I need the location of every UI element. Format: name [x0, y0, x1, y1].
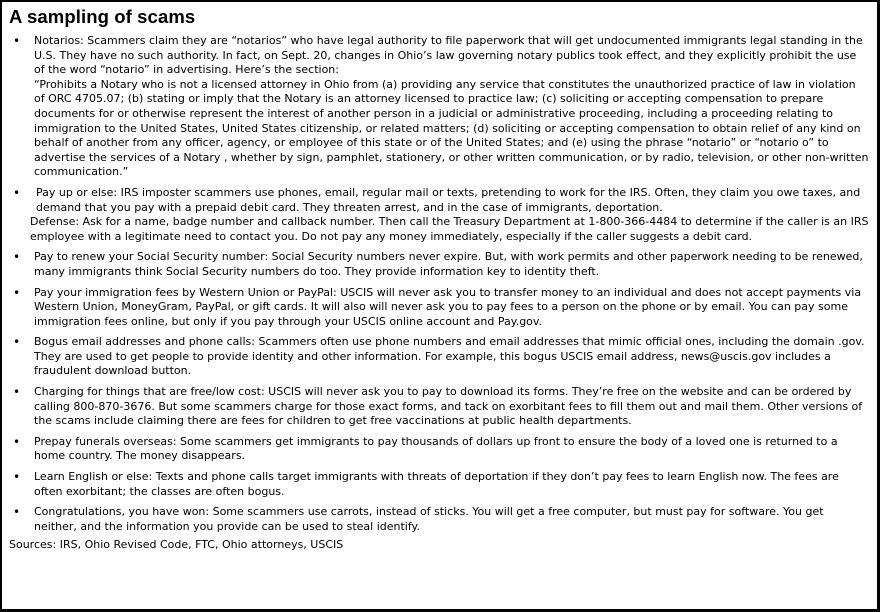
bullet-icon: • — [13, 250, 21, 265]
bullet-icon: • — [13, 470, 21, 485]
item-text: Pay to renew your Social Security number: Social Security numbers never expire. But, with work permits and other paperwork needing to be renewed, many immigrants think Social Security numbers do too. They provide information key to identity theft. — [34, 250, 863, 278]
item-text: Notarios: Scammers claim they are “notarios” who have legal authority to file paperwork that will get undocumented immigrants legal standing in the U.S. They have no such authority. In fact, on Sept. 20, changes in Ohio’s law governing notary publics took effect, and they explicitly prohibit the use of the word “notario” in advertising. Here’s the section: — [34, 34, 863, 77]
list-item-notarios — [9, 34, 869, 180]
item-text: Charging for things that are free/low cost: USCIS will never ask you to pay to download its forms. They’re free on the website and can be ordered by calling 800-870-3676. But some scammers charge for those exact forms, and tack on exorbitant fees to fill them out and mail them. Other versions of the scams include claiming there are fees for children to get free vaccinations at public health departments. — [34, 385, 863, 428]
bullet-icon: • — [13, 505, 21, 520]
scam-list — [9, 34, 869, 534]
list-item-prepay-funerals — [9, 435, 869, 464]
sources-line: Sources: IRS, Ohio Revised Code, FTC, Ohio attorneys, USCIS — [9, 538, 344, 552]
bullet-icon: • — [13, 34, 21, 48]
bullet-icon: • — [13, 185, 21, 200]
bullet-icon: • — [13, 385, 21, 400]
list-item-learn-english — [9, 470, 869, 499]
item-text: Prepay funerals overseas: Some scammers get immigrants to pay thousands of dollars up front to ensure the body of a loved one is returned to a home country. The money disappears. — [34, 434, 838, 463]
item-text: Pay your immigration fees by Western Union or PayPal: USCIS will never ask you to transfer money to an individual and does not accept payments via Western Union, MoneyGram, PayPal, or gift cards. It will also will never ask you to pay fees to a person on the phone or by email. You can pay some immigration fees online, but only if you pay through your USCIS online account and Pay.gov. — [34, 285, 862, 328]
item-text: Congratulations, you have won: Some scammers use carrots, instead of sticks. You will get a free computer, but must pay for software. You get neither, and the information you provide can be used to steal identify. — [34, 505, 824, 533]
defense-text: Defense: Ask for a name, badge number and callback number. Then call the Treasury Department at 1-800-366-4484 to determine if the caller is an IRS employee with a legitimate need to contact you. Do not pay any money immediately, especially if the caller suggests a debit card. — [30, 215, 869, 243]
list-item-congratulations — [9, 505, 869, 534]
list-item-social-security — [9, 250, 869, 279]
bullet-icon: • — [13, 285, 21, 300]
list-item-bogus-email — [9, 335, 869, 379]
list-item-pay-up — [9, 186, 869, 244]
list-item-free-things — [9, 385, 869, 429]
item-text: Pay up or else: IRS imposter scammers use phones, email, regular mail or texts, pretending to work for the IRS. Often, they claim you owe taxes, and demand that you pay with a prepaid debit card. They threaten arrest, and in the case of immigrants, deportation. — [36, 185, 861, 214]
law-quote: “Prohibits a Notary who is not a licensed attorney in Ohio from (a) providing any service that constitutes the unauthorized practice of law in violation of ORC 4705.07; (b) stating or imply that the Notary is an attorney licensed to practice law; (c) soliciting or accepting compensation to prepare documents for or otherwise represent the interest of another person in a judicial or administrative proceeding, including a proceeding relating to immigration to the United States, United States citizenship, or related matters; (d) soliciting or accepting compensation to obtain relief of any kind on behalf of another from any officer, agency, or employee of this state or of the United States; and (e) using the phrase “notario” or “notario o” to advertise the services of a Notary , whether by sign, pamphlet, stationery, or other written communication, or by radio, television, or other non-written communication.” — [34, 77, 869, 179]
bullet-icon: • — [13, 434, 21, 449]
page-title: A sampling of scams — [9, 6, 196, 27]
item-text: Learn English or else: Texts and phone calls target immigrants with threats of deportation if they don’t pay fees to learn English now. The fees are often exorbitant; the classes are often bogus. — [34, 470, 839, 498]
bullet-icon: • — [13, 335, 21, 350]
item-text: Bogus email addresses and phone calls: Scammers often use phone numbers and email addresses that mimic official ones, including the domain .gov. They are used to get people to provide identity and other information. For example, this bogus USCIS email address, news@uscis.gov includes a fraudulent download button. — [34, 335, 865, 378]
list-item-immigration-fees — [9, 286, 869, 330]
